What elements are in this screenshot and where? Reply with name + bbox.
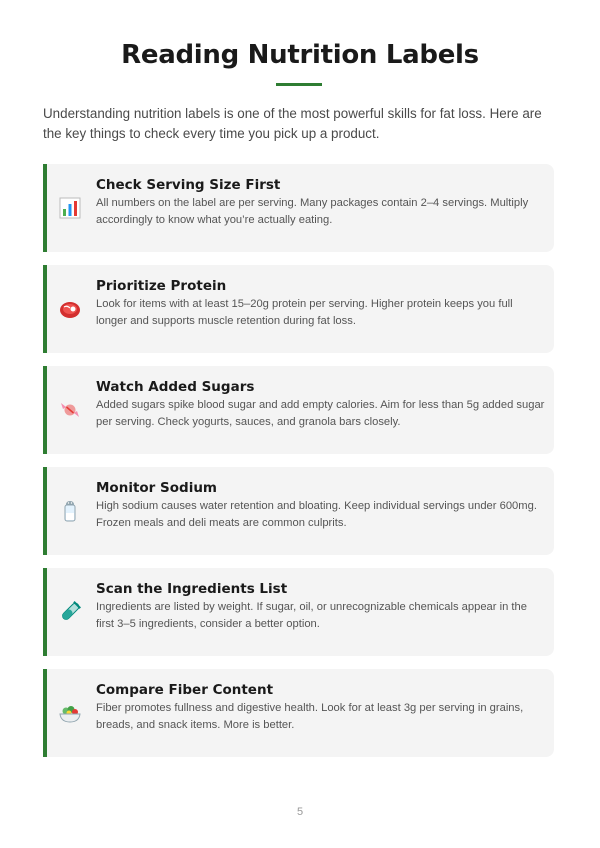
intro-paragraph: Understanding nutrition labels is one of the most powerful skills for fat loss. Here are the key things to check every time you pick up a product. bbox=[43, 106, 542, 141]
tips-list bbox=[43, 164, 554, 770]
bar-chart-icon bbox=[58, 196, 82, 220]
page-number: 5 bbox=[296, 806, 304, 818]
tip-card-added-sugars bbox=[43, 366, 554, 454]
tip-text: Added sugars spike blood sugar and add empty calories. Aim for less than 5g added sugar per serving. Check yogurts, sauces, and granola bars closely. bbox=[96, 399, 545, 428]
meat-icon bbox=[58, 297, 82, 321]
tip-title: Scan the Ingredients List bbox=[96, 581, 288, 597]
tip-text: Look for items with at least 15–20g protein per serving. Higher protein keeps you full longer and supports muscle retention during fat loss. bbox=[96, 298, 513, 327]
tip-text: All numbers on the label are per serving. Many packages contain 2–4 servings. Multiply accordingly to know what you’re actually eating. bbox=[96, 197, 529, 226]
tip-title: Watch Added Sugars bbox=[96, 379, 255, 395]
tip-title: Prioritize Protein bbox=[96, 278, 227, 294]
tip-text: High sodium causes water retention and bloating. Keep individual servings under 600mg. Frozen meals and deli meats are common culprits. bbox=[96, 500, 537, 529]
tip-card-sodium bbox=[43, 467, 554, 555]
page-title: Reading Nutrition Labels bbox=[121, 40, 479, 70]
tip-card-fiber bbox=[43, 669, 554, 757]
tip-title: Compare Fiber Content bbox=[96, 682, 274, 698]
tip-text: Ingredients are listed by weight. If sugar, oil, or unrecognizable chemicals appear in the first 3–5 ingredients, consider a better option. bbox=[96, 601, 527, 630]
tip-card-serving-size bbox=[43, 164, 554, 252]
tip-text: Fiber promotes fullness and digestive health. Look for at least 3g per serving in grains, breads, and snack items. More is better. bbox=[96, 702, 524, 731]
test-tube-icon bbox=[58, 600, 82, 624]
salad-icon bbox=[58, 701, 82, 725]
tip-title: Check Serving Size First bbox=[96, 177, 281, 193]
title-underline bbox=[276, 83, 322, 86]
tip-card-ingredients bbox=[43, 568, 554, 656]
candy-icon bbox=[58, 398, 82, 422]
tip-card-protein bbox=[43, 265, 554, 353]
tip-title: Monitor Sodium bbox=[96, 480, 217, 496]
salt-shaker-icon bbox=[58, 499, 82, 523]
